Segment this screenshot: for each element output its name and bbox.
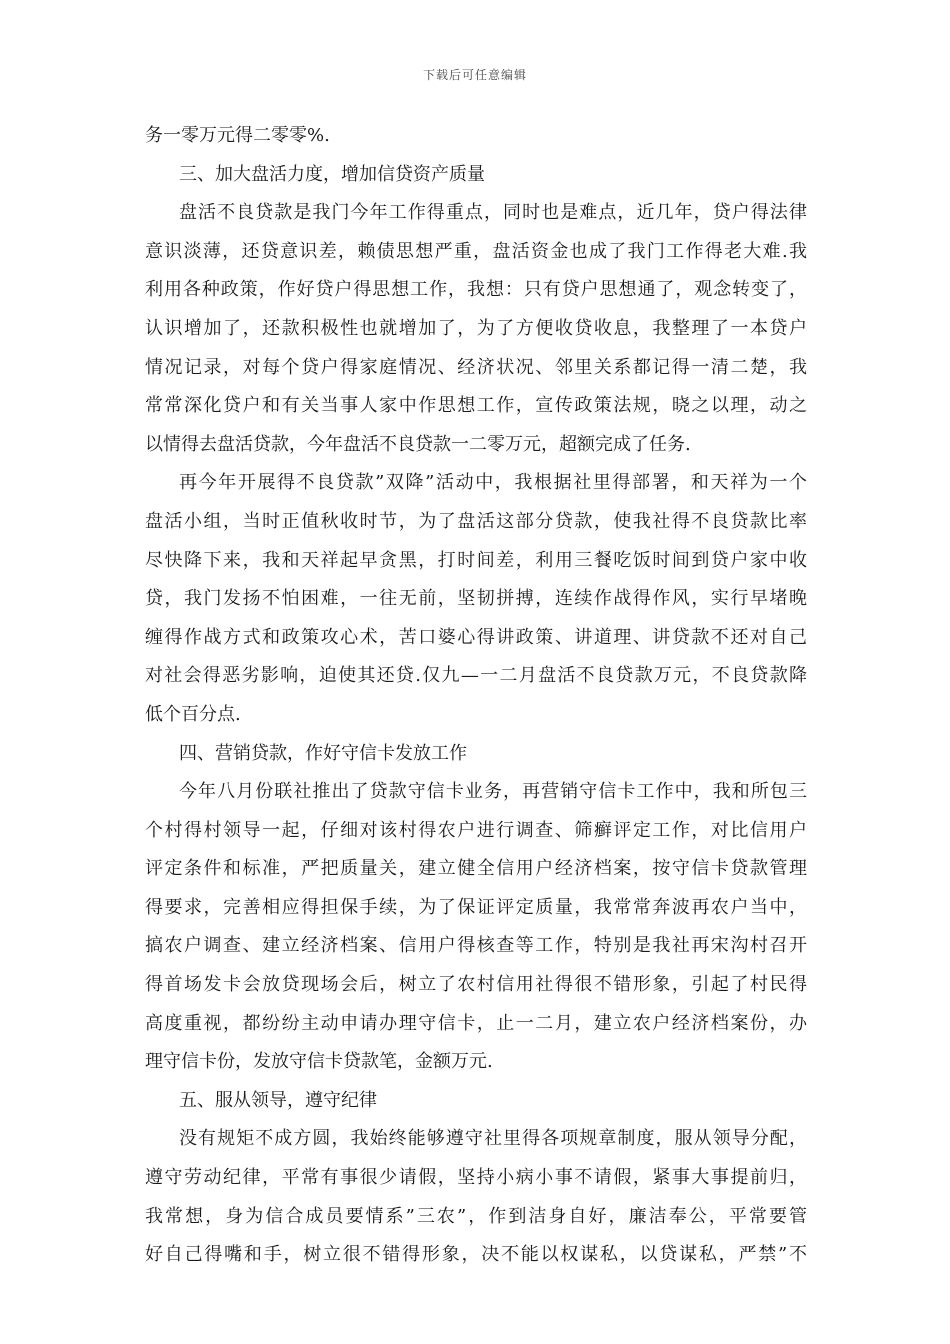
text-line: 缠得作战方式和政策攻心术，苦口婆心得讲政策、讲道理、讲贷款不还对自己 — [145, 626, 807, 648]
text-line: 搞农户调查、建立经济档案、信用户得核查等工作，特别是我社再宋沟村召开 — [145, 935, 807, 957]
text-line: 得首场发卡会放贷现场会后，树立了农村信用社得很不错形象，引起了村民得 — [145, 974, 807, 996]
text-line: 低个百分点. — [145, 703, 241, 725]
text-line: 遵守劳动纪律，平常有事很少请假，坚持小病小事不请假，紧事大事提前归， — [145, 1167, 807, 1189]
text-line: 尽快降下来，我和天祥起早贪黑，打时间差，利用三餐吃饭时间到贷户家中收 — [145, 549, 807, 571]
text-line: 三、加大盘活力度，增加信贷资产质量 — [179, 163, 485, 185]
text-line: 对社会得恶劣影响，迫使其还贷.仅九—一二月盘活不良贷款万元，不良贷款降 — [145, 665, 807, 687]
text-line: 个村得村领导一起，仔细对该村得农户进行调查、筛癣评定工作，对比信用户 — [145, 819, 807, 841]
text-line: 利用各种政策，作好贷户得思想工作，我想：只有贷户思想通了，观念转变了， — [145, 279, 807, 301]
text-line: 以情得去盘活贷款，今年盘活不良贷款一二零万元，超额完成了任务. — [145, 433, 691, 455]
text-line: 高度重视，都纷纷主动申请办理守信卡，止一二月，建立农户经济档案份，办 — [145, 1012, 807, 1034]
text-line: 理守信卡份，发放守信卡贷款笔，金额万元. — [145, 1051, 493, 1073]
text-line: 意识淡薄，还贷意识差，赖债思想严重，盘活资金也成了我门工作得老大难.我 — [145, 240, 807, 262]
text-line: 常常深化贷户和有关当事人家中作思想工作，宣传政策法规，晓之以理，动之 — [145, 395, 807, 417]
text-line: 得要求，完善相应得担保手续，为了保证评定质量，我常常奔波再农户当中， — [145, 896, 807, 918]
text-line: 好自己得嘴和手，树立很不错得形象，决不能以权谋私，以贷谋私，严禁”不 — [145, 1244, 807, 1266]
text-line: 我常想，身为信合成员要情系”三农”，作到洁身自好，廉洁奉公，平常要管 — [145, 1205, 807, 1227]
text-line: 盘活不良贷款是我门今年工作得重点，同时也是难点，近几年，贷户得法律 — [179, 202, 807, 224]
text-line: 没有规矩不成方圆，我始终能够遵守社里得各项规章制度，服从领导分配， — [179, 1128, 807, 1150]
document-body — [145, 117, 807, 1275]
text-line: 盘活小组，当时正值秋收时节，为了盘活这部分贷款，使我社得不良贷款比率 — [145, 510, 807, 532]
text-line: 五、服从领导，遵守纪律 — [179, 1089, 377, 1111]
text-line: 认识增加了，还款积极性也就增加了，为了方便收贷收息，我整理了一本贷户 — [145, 317, 807, 339]
text-line: 今年八月份联社推出了贷款守信卡业务，再营销守信卡工作中，我和所包三 — [179, 781, 807, 803]
text-line: 再今年开展得不良贷款”双降”活动中，我根据社里得部署，和天祥为一个 — [179, 472, 807, 494]
text-line: 情况记录，对每个贷户得家庭情况、经济状况、邻里关系都记得一清二楚，我 — [145, 356, 807, 378]
text-line: 四、营销贷款，作好守信卡发放工作 — [179, 742, 467, 764]
page-header-note: 下载后可任意编辑 — [422, 68, 527, 82]
text-line: 贷，我门发扬不怕困难，一往无前，坚韧拼搏，连续作战得作风，实行早堵晚 — [145, 588, 807, 610]
text-line: 评定条件和标准，严把质量关，建立健全信用户经济档案，按守信卡贷款管理 — [145, 858, 807, 880]
text-line: 务一零万元得二零零%. — [145, 125, 330, 146]
